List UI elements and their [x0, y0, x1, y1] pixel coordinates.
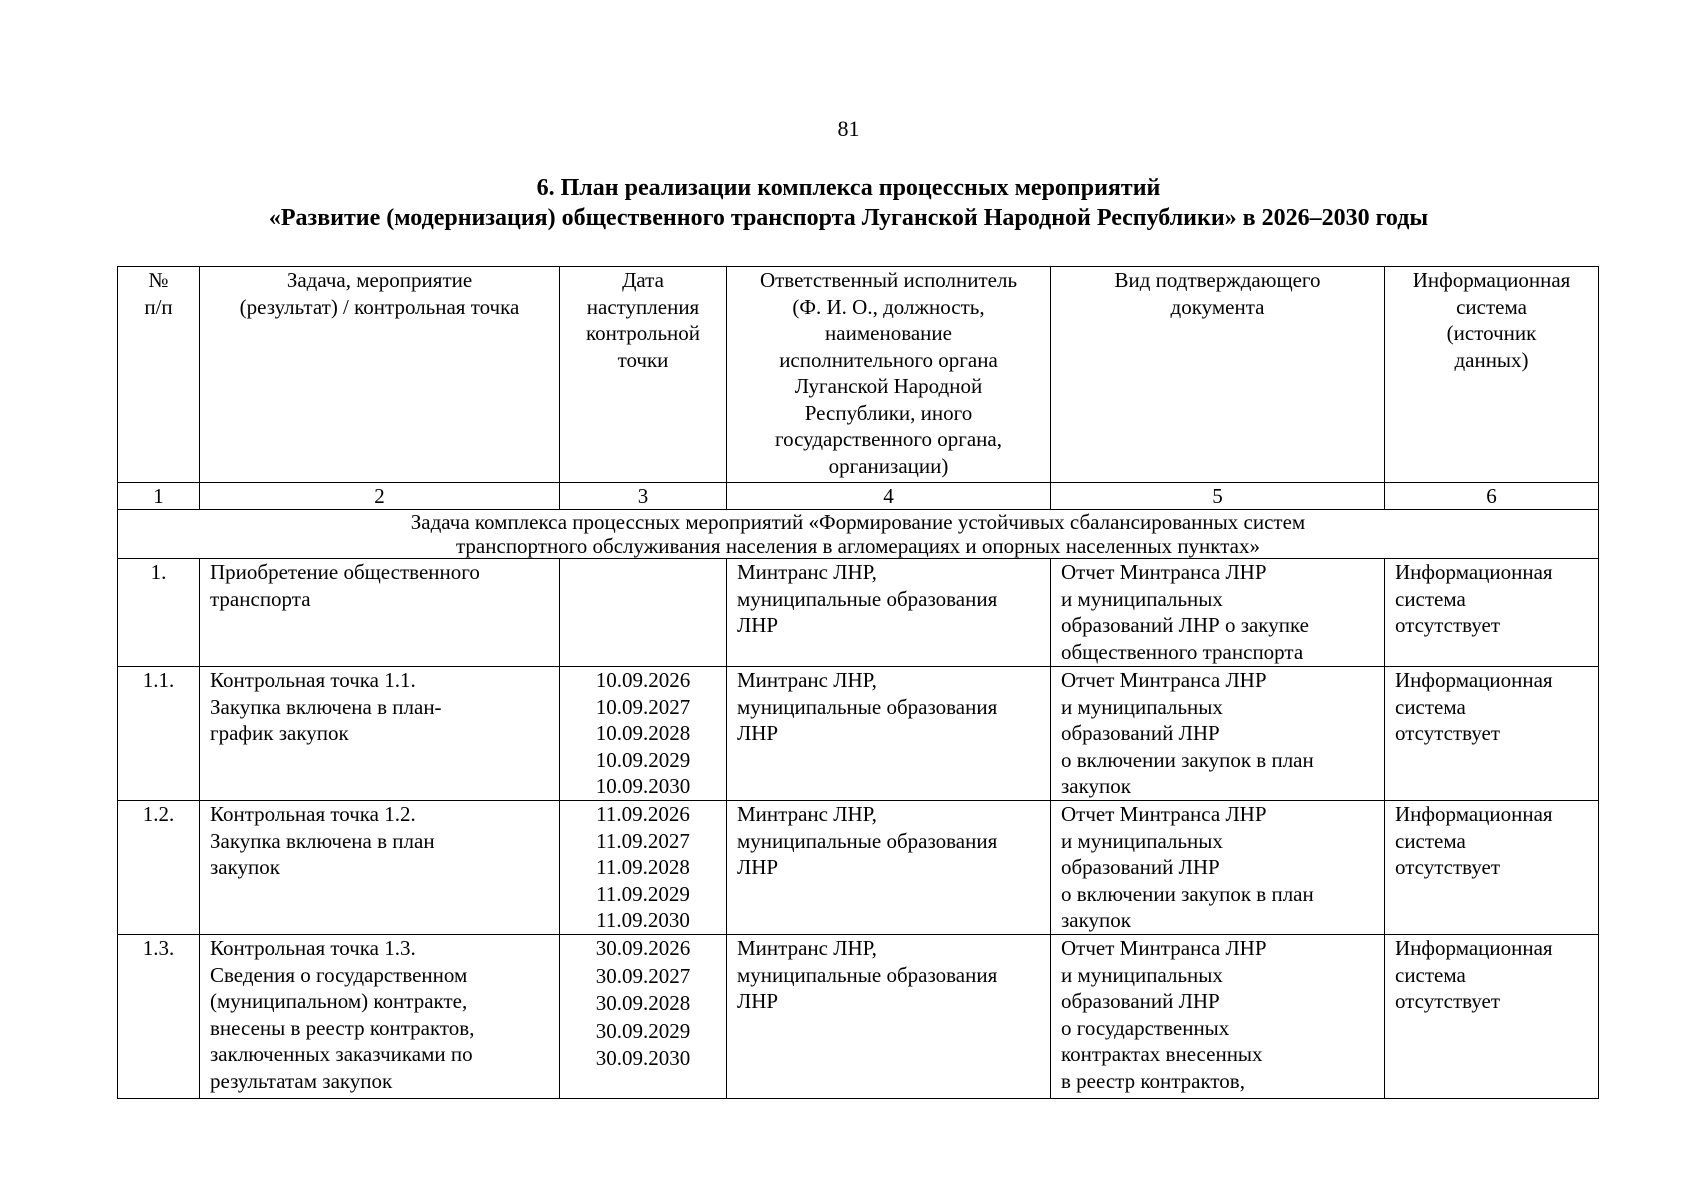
table-row: [118, 935, 1599, 1099]
column-number: 6: [1385, 483, 1599, 510]
row-responsible: Минтранс ЛНР, муниципальные образования ЛНР: [727, 801, 1051, 935]
row-dates: 11.09.2026 11.09.2027 11.09.2028 11.09.2029 11.09.2030: [560, 801, 727, 935]
row-document: Отчет Минтранса ЛНР и муниципальных образований ЛНР о включении закупок в план закупок: [1051, 667, 1385, 801]
row-task: Контрольная точка 1.1. Закупка включена в план- график закупок: [200, 667, 560, 801]
row-system: Информационная система отсутствует: [1385, 801, 1599, 935]
row-document: Отчет Минтранса ЛНР и муниципальных образований ЛНР о государственных контрактах внесенных в реестр контрактов,: [1051, 935, 1385, 1099]
column-number: 3: [560, 483, 727, 510]
header-task: Задача, мероприятие (результат) / контрольная точка: [200, 267, 560, 483]
row-dates: [560, 559, 727, 667]
plan-table: [117, 266, 1599, 1099]
row-system: Информационная система отсутствует: [1385, 667, 1599, 801]
header-row: [118, 267, 1599, 483]
row-responsible: Минтранс ЛНР, муниципальные образования ЛНР: [727, 667, 1051, 801]
header-responsible: Ответственный исполнитель (Ф. И. О., должность, наименование исполнительного органа Луганской Народной Республики, иного государственного органа, организации): [727, 267, 1051, 483]
column-number: 1: [118, 483, 200, 510]
row-number: 1.2.: [118, 801, 200, 935]
row-document: Отчет Минтранса ЛНР и муниципальных образований ЛНР о включении закупок в план закупок: [1051, 801, 1385, 935]
row-task: Контрольная точка 1.3. Сведения о государственном (муниципальном) контракте, внесены в реестр контрактов, заключенных заказчиками по результатам закупок: [200, 935, 560, 1099]
table-row: [118, 559, 1599, 667]
row-task: Приобретение общественного транспорта: [200, 559, 560, 667]
row-responsible: Минтранс ЛНР, муниципальные образования ЛНР: [727, 935, 1051, 1099]
header-date: Дата наступления контрольной точки: [560, 267, 727, 483]
row-number: 1.3.: [118, 935, 200, 1099]
title-line-1: 6. План реализации комплекса процессных мероприятий: [536, 175, 1161, 201]
column-number: 2: [200, 483, 560, 510]
document-title: [0, 173, 1697, 233]
row-number: 1.1.: [118, 667, 200, 801]
column-number: 5: [1051, 483, 1385, 510]
row-system: Информационная система отсутствует: [1385, 559, 1599, 667]
header-system: Информационная система (источник данных): [1385, 267, 1599, 483]
task-row: [118, 510, 1599, 559]
table-row: [118, 801, 1599, 935]
column-numbers-row: [118, 483, 1599, 510]
row-responsible: Минтранс ЛНР, муниципальные образования ЛНР: [727, 559, 1051, 667]
row-document: Отчет Минтранса ЛНР и муниципальных образований ЛНР о закупке общественного транспорта: [1051, 559, 1385, 667]
page-number: 81: [837, 116, 860, 141]
row-number: 1.: [118, 559, 200, 667]
header-document: Вид подтверждающего документа: [1051, 267, 1385, 483]
row-system: Информационная система отсутствует: [1385, 935, 1599, 1099]
title-line-2: «Развитие (модернизация) общественного транспорта Луганской Народной Республики» в 2026–2030 годы: [268, 205, 1429, 231]
column-number: 4: [727, 483, 1051, 510]
row-dates: 10.09.2026 10.09.2027 10.09.2028 10.09.2029 10.09.2030: [560, 667, 727, 801]
task-heading: Задача комплекса процессных мероприятий «Формирование устойчивых сбалансированных систем транспортного обслуживания населения в агломерациях и опорных населенных пунктах»: [118, 510, 1599, 559]
row-task: Контрольная точка 1.2. Закупка включена в план закупок: [200, 801, 560, 935]
header-number: № п/п: [118, 267, 200, 483]
row-dates: 30.09.2026 30.09.2027 30.09.2028 30.09.2029 30.09.2030: [560, 935, 727, 1099]
table-row: [118, 667, 1599, 801]
